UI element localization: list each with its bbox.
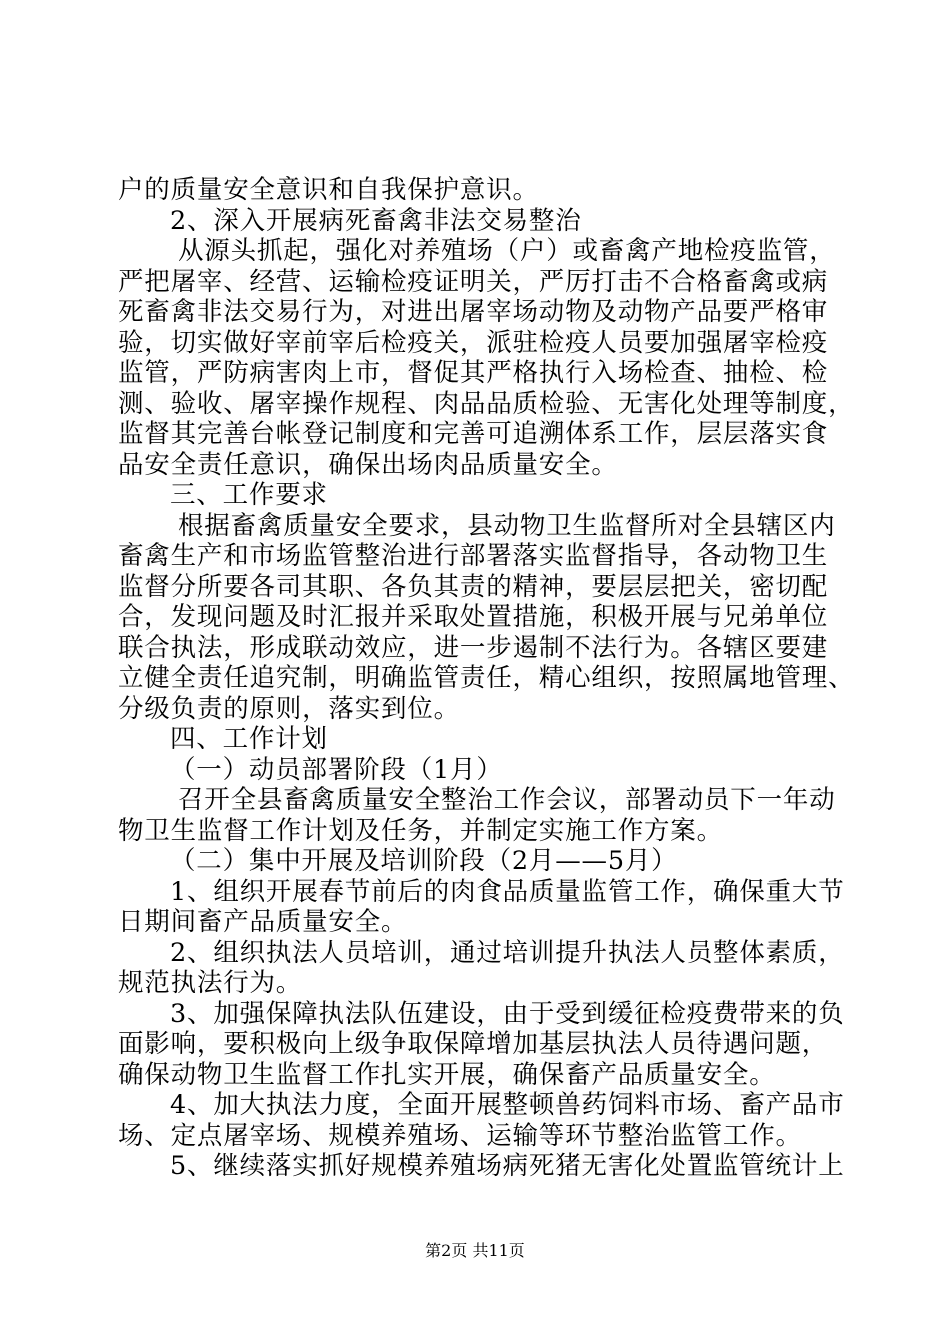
text-line: 确保动物卫生监督工作扎实开展，确保畜产品质量安全。 — [118, 1060, 776, 1090]
section-heading: 三、工作要求 — [170, 480, 328, 510]
text-line: 死畜禽非法交易行为，对进出屠宰场动物及动物产品要严格审 — [118, 297, 829, 327]
page-footer: 第2页 共11页 — [425, 1241, 525, 1260]
text-line: 监督其完善台帐登记制度和完善可追溯体系工作，层层落实食 — [118, 419, 829, 449]
text-line: 2、组织执法人员培训，通过培训提升执法人员整体素质， — [170, 938, 845, 968]
text-line: 户的质量安全意识和自我保护意识。 — [118, 175, 539, 205]
text-line: 严把屠宰、经营、运输检疫证明关，严厉打击不合格畜禽或病 — [118, 267, 829, 297]
text-line: 场、定点屠宰场、规模养殖场、运输等环节整治监管工作。 — [118, 1121, 802, 1151]
subsection-heading: （一）动员部署阶段（1月） — [170, 755, 503, 785]
text-line: 5、继续落实抓好规模养殖场病死猪无害化处置监管统计上 — [170, 1151, 845, 1181]
text-line: 4、加大执法力度，全面开展整顿兽药饲料市场、畜产品市 — [170, 1090, 845, 1120]
text-line: 从源头抓起，强化对养殖场（户）或畜禽产地检疫监管， — [178, 236, 836, 266]
section-heading: 2、深入开展病死畜禽非法交易整治 — [170, 206, 582, 236]
text-line: 分级负责的原则，落实到位。 — [118, 694, 460, 724]
text-line: 根据畜禽质量安全要求，县动物卫生监督所对全县辖区内 — [178, 511, 836, 541]
text-line: 测、验收、屠宰操作规程、肉品品质检验、无害化处理等制度， — [118, 389, 855, 419]
text-line: 联合执法，形成联动效应，进一步遏制不法行为。各辖区要建 — [118, 633, 829, 663]
text-line: 1、组织开展春节前后的肉食品质量监管工作，确保重大节 — [170, 877, 845, 907]
text-line: 面影响，要积极向上级争取保障增加基层执法人员待遇问题， — [118, 1029, 829, 1059]
text-line: 品安全责任意识，确保出场肉品质量安全。 — [118, 450, 618, 480]
section-heading: 四、工作计划 — [170, 724, 328, 754]
text-line: 验，切实做好宰前宰后检疫关，派驻检疫人员要加强屠宰检疫 — [118, 328, 829, 358]
text-line: 规范执法行为。 — [118, 968, 303, 998]
text-line: 畜禽生产和市场监管整治进行部署落实监督指导，各动物卫生 — [118, 541, 829, 571]
text-line: 3、加强保障执法队伍建设，由于受到缓征检疫费带来的负 — [170, 999, 845, 1029]
text-line: 合，发现问题及时汇报并采取处置措施，积极开展与兄弟单位 — [118, 602, 829, 632]
text-line: 物卫生监督工作计划及任务，并制定实施工作方案。 — [118, 816, 723, 846]
text-line: 召开全县畜禽质量安全整治工作会议，部署动员下一年动 — [178, 785, 836, 815]
subsection-heading: （二）集中开展及培训阶段（2月——5月） — [170, 846, 678, 876]
text-line: 监督分所要各司其职、各负其责的精神，要层层把关，密切配 — [118, 572, 829, 602]
text-line: 日期间畜产品质量安全。 — [118, 907, 408, 937]
text-line: 监管，严防病害肉上市，督促其严格执行入场检查、抽检、检 — [118, 358, 829, 388]
text-line: 立健全责任追究制，明确监管责任，精心组织，按照属地管理、 — [118, 663, 855, 693]
